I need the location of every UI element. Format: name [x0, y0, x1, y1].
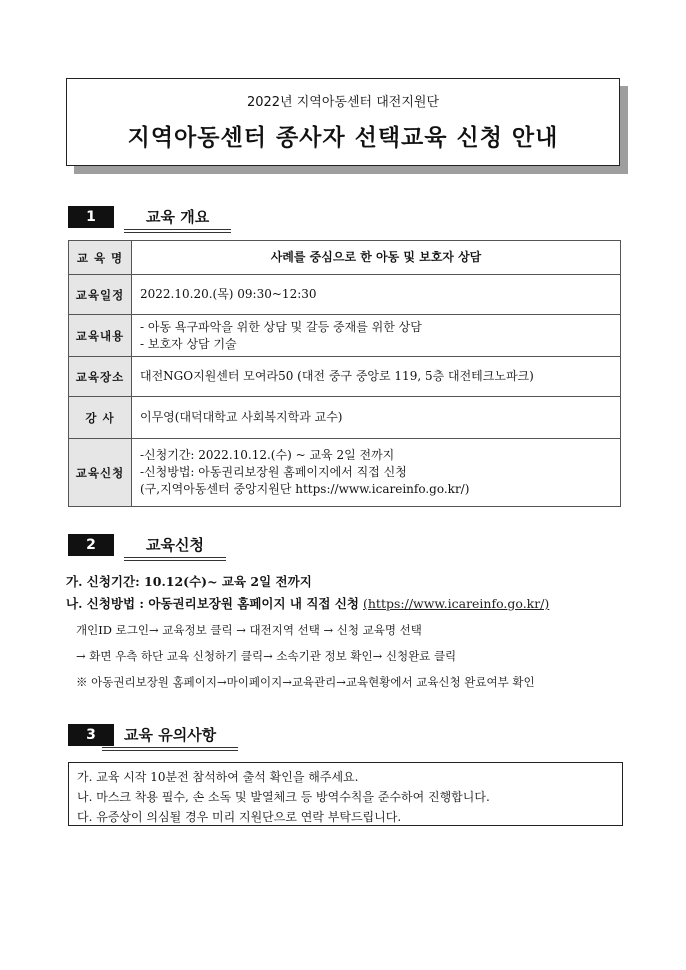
note-line: ※ 아동권리보장원 홈페이지→마이페이지→교육관리→교육현황에서 교육신청 완료여부 확인: [76, 675, 535, 689]
application-period: 가. 신청기간: 10.12(수)~ 교육 2일 전까지: [66, 574, 312, 589]
course-application: [132, 439, 621, 507]
overview-table: [68, 240, 621, 507]
course-content: [132, 315, 621, 357]
row-label: 교육장소: [69, 357, 132, 397]
document-title: 지역아동센터 종사자 선택교육 신청 안내: [127, 125, 559, 151]
row-label: 강 사: [69, 397, 132, 439]
step-line: 개인ID 로그인→ 교육정보 클릭 → 대전지역 선택 → 신청 교육명 선택: [76, 623, 422, 637]
course-name: 사례를 중심으로 한 아동 및 보호자 상담: [132, 241, 621, 275]
section3-number: 3: [68, 724, 114, 746]
table-row: [69, 397, 621, 439]
row-label: 교육일정: [69, 275, 132, 315]
notice-line: 가. 교육 시작 10분전 참석하여 출석 확인을 해주세요.: [77, 770, 359, 784]
row-label: 교 육 명: [69, 241, 132, 275]
application-method-text: 나. 신청방법 : 아동권리보장원 홈페이지 내 직접 신청: [66, 596, 360, 611]
document-subtitle: 2022년 지역아동센터 대전지원단: [246, 95, 440, 110]
notice-box: [68, 762, 623, 826]
course-instructor: 이무영(대덕대학교 사회복지학과 교수): [132, 397, 621, 439]
course-schedule: 2022.10.20.(목) 09:30~12:30: [132, 275, 621, 315]
notice-line: 나. 마스크 착용 필수, 손 소독 및 발열체크 등 방역수칙을 준수하여 진행합니다.: [77, 790, 490, 804]
section1-number: 1: [68, 206, 114, 228]
row-label: 교육신청: [69, 439, 132, 507]
section3-title: 교육 유의사항: [102, 724, 238, 748]
notice-line: 다. 유증상이 의심될 경우 미리 지원단으로 연락 부탁드립니다.: [77, 810, 402, 824]
application-method: [66, 594, 549, 612]
row-label: 교육내용: [69, 315, 132, 357]
table-row: [69, 275, 621, 315]
section2-number: 2: [68, 534, 114, 556]
title-box: [66, 78, 620, 166]
course-location: 대전NGO지원센터 모여라50 (대전 중구 중앙로 119, 5층 대전테크노파크): [132, 357, 621, 397]
application-line: -신청기간: 2022.10.12.(수) ~ 교육 2일 전까지: [140, 448, 395, 462]
step-line: → 화면 우측 하단 교육 신청하기 클릭→ 소속기관 정보 확인→ 신청완료 클릭: [76, 649, 457, 663]
content-line: - 아동 욕구파악을 위한 상담 및 갈등 중재를 위한 상담: [140, 319, 422, 334]
table-row: [69, 439, 621, 507]
section1-title: 교육 개요: [124, 206, 231, 230]
table-row: [69, 357, 621, 397]
table-row: [69, 315, 621, 357]
application-line: (구,지역아동센터 중앙지원단 https://www.icareinfo.go.kr/): [140, 482, 470, 496]
content-line: - 보호자 상담 기술: [140, 336, 237, 351]
section2-title: 교육신청: [124, 534, 226, 558]
table-row: [69, 241, 621, 275]
homepage-link[interactable]: (https://www.icareinfo.go.kr/): [363, 596, 550, 611]
application-line: -신청방법: 아동권리보장원 홈페이지에서 직접 신청: [140, 465, 407, 479]
